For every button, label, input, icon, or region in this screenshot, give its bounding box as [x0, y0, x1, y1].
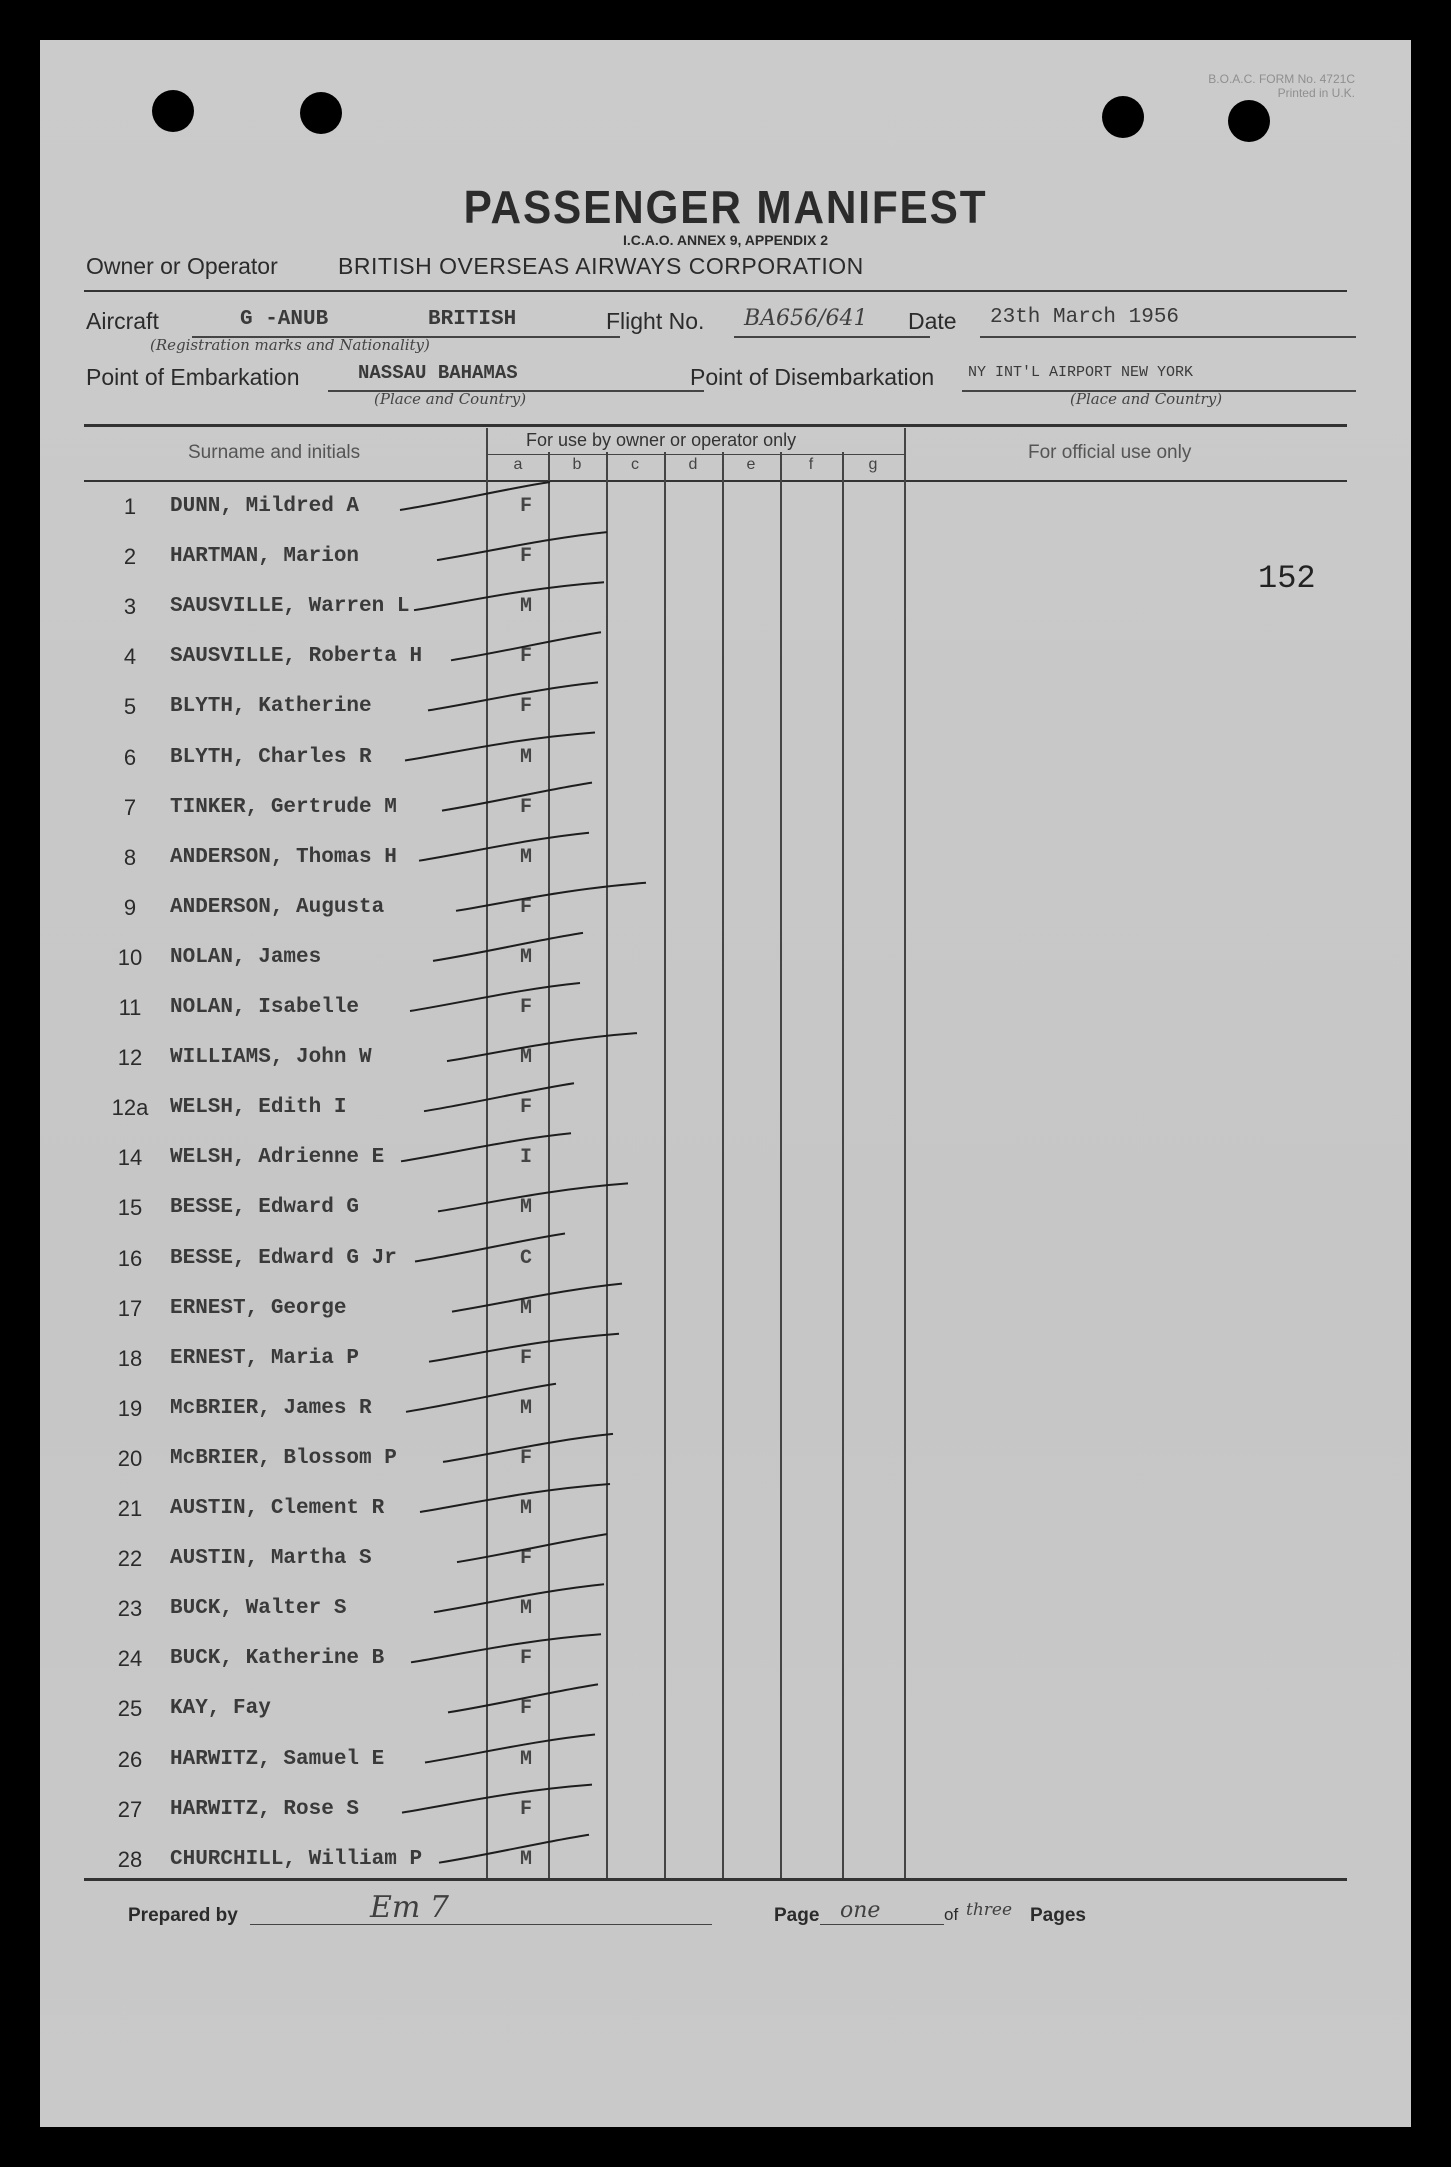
pen-tick-stroke: [433, 933, 583, 961]
owner-use-header: For use by owner or operator only: [526, 430, 797, 450]
pen-tick-stroke: [405, 733, 595, 761]
row-number: 9: [123, 895, 137, 920]
pen-tick-stroke: [452, 1284, 622, 1312]
passenger-name: ANDERSON, Thomas H: [170, 846, 397, 869]
passenger-name: ERNEST, George: [170, 1297, 347, 1320]
pen-tick-stroke: [437, 532, 607, 560]
row-number: 3: [123, 594, 137, 619]
pen-tick-stroke: [442, 783, 592, 811]
row-number: 12: [117, 1045, 143, 1070]
passenger-sex: F: [519, 1798, 532, 1821]
row-number: 7: [123, 795, 137, 820]
page-label: Page: [774, 1905, 820, 1926]
pen-tick-stroke: [401, 1133, 571, 1161]
passenger-sex: F: [519, 1447, 532, 1470]
pen-tick-marks: [40, 40, 1411, 2127]
row-number: 27: [117, 1797, 143, 1822]
pen-tick-stroke: [411, 1634, 601, 1662]
owner-label: Owner or Operator: [86, 253, 278, 279]
passenger-name: SAUSVILLE, Warren L: [170, 595, 410, 618]
pen-tick-stroke: [448, 1684, 598, 1712]
pen-tick-stroke: [429, 1334, 619, 1362]
passenger-sex: M: [519, 1297, 532, 1320]
column-header: d: [688, 456, 698, 473]
row-number: 14: [117, 1145, 143, 1170]
row-number: 16: [117, 1246, 143, 1271]
passenger-sex: M: [519, 595, 532, 618]
passenger-name: TINKER, Gertrude M: [170, 796, 397, 819]
passenger-name: AUSTIN, Martha S: [170, 1547, 372, 1570]
passenger-sex: F: [519, 796, 532, 819]
row-number: 25: [117, 1696, 143, 1721]
pen-tick-stroke: [428, 682, 598, 710]
passenger-name: BLYTH, Katherine: [170, 695, 372, 718]
row-number: 10: [117, 945, 143, 970]
aircraft-nationality: BRITISH: [428, 308, 517, 331]
passenger-name: NOLAN, Isabelle: [170, 996, 360, 1019]
passenger-sex: I: [519, 1146, 532, 1169]
pen-tick-stroke: [414, 582, 604, 610]
passenger-name: WILLIAMS, John W: [170, 1046, 372, 1069]
passenger-sex: M: [519, 846, 532, 869]
pen-tick-stroke: [402, 1785, 592, 1813]
passenger-sex: M: [519, 946, 532, 969]
pen-tick-stroke: [420, 1484, 610, 1512]
pen-tick-stroke: [415, 1234, 565, 1262]
surname-header: Surname and initials: [188, 442, 361, 463]
prepared-by-label: Prepared by: [128, 1905, 238, 1926]
pen-tick-stroke: [419, 833, 589, 861]
passenger-sex: M: [519, 1397, 532, 1420]
date-value: 23th March 1956: [990, 306, 1180, 329]
aircraft-label: Aircraft: [86, 308, 159, 334]
row-number: 28: [117, 1847, 143, 1872]
passenger-name: DUNN, Mildred A: [170, 495, 360, 518]
passenger-name: McBRIER, James R: [170, 1397, 372, 1420]
pen-tick-stroke: [456, 883, 646, 911]
passenger-sex: F: [519, 495, 532, 518]
passenger-name: BESSE, Edward G: [170, 1196, 360, 1219]
passenger-sex: F: [519, 545, 532, 568]
column-header: f: [808, 456, 814, 473]
row-number: 12a: [111, 1095, 149, 1120]
passenger-name: BLYTH, Charles R: [170, 746, 372, 769]
passenger-name: BESSE, Edward G Jr: [170, 1247, 397, 1270]
prepared-by-signature: Em 7: [370, 1890, 449, 1925]
pen-tick-stroke: [451, 632, 601, 660]
pen-tick-stroke: [406, 1384, 556, 1412]
passenger-name: HARWITZ, Samuel E: [170, 1748, 385, 1771]
passenger-name: WELSH, Adrienne E: [170, 1146, 385, 1169]
passenger-sex: F: [519, 1347, 532, 1370]
passenger-name: WELSH, Edith I: [170, 1096, 347, 1119]
row-number: 18: [117, 1346, 143, 1371]
manifest-page: [40, 40, 1411, 2127]
row-number: 23: [117, 1596, 143, 1621]
row-number: 1: [123, 494, 137, 519]
disembarkation-caption: (Place and Country): [1070, 390, 1223, 408]
passenger-sex: M: [519, 746, 532, 769]
passenger-sex: M: [519, 1046, 532, 1069]
page-subtitle: I.C.A.O. ANNEX 9, APPENDIX 2: [622, 232, 829, 248]
embarkation-label: Point of Embarkation: [86, 364, 300, 390]
passenger-sex: F: [519, 645, 532, 668]
pen-tick-stroke: [424, 1083, 574, 1111]
row-number: 5: [123, 694, 137, 719]
passenger-sex: F: [519, 1547, 532, 1570]
disembarkation-value: NY INT'L AIRPORT NEW YORK: [968, 364, 1194, 381]
pen-tick-stroke: [438, 1183, 628, 1211]
row-number: 26: [117, 1747, 143, 1772]
pen-tick-stroke: [400, 482, 550, 510]
flight-label: Flight No.: [606, 308, 705, 334]
pages-label: Pages: [1030, 1905, 1086, 1926]
flight-value: BA656/641: [744, 306, 868, 331]
page-total: three: [966, 1900, 1013, 1920]
passenger-name: KAY, Fay: [170, 1697, 271, 1720]
row-number: 19: [117, 1396, 143, 1421]
page-number: one: [840, 1898, 881, 1923]
passenger-sex: C: [519, 1247, 532, 1270]
column-header: g: [868, 456, 878, 473]
passenger-name: NOLAN, James: [170, 946, 322, 969]
embarkation-caption: (Place and Country): [374, 390, 527, 408]
passenger-sex: F: [519, 896, 532, 919]
row-number: 6: [123, 745, 137, 770]
passenger-sex: F: [519, 695, 532, 718]
of-label: of: [944, 1905, 959, 1924]
passenger-name: ANDERSON, Augusta: [170, 896, 385, 919]
row-number: 4: [123, 644, 137, 669]
form-code-line: B.O.A.C. FORM No. 4721C: [1208, 72, 1355, 86]
row-number: 22: [117, 1546, 143, 1571]
row-number: 21: [117, 1496, 143, 1521]
row-number: 2: [123, 544, 137, 569]
column-header: a: [513, 456, 523, 473]
form-code-line: Printed in U.K.: [1277, 86, 1355, 100]
aircraft-caption: (Registration marks and Nationality): [150, 336, 430, 354]
owner-value: BRITISH OVERSEAS AIRWAYS CORPORATION: [338, 253, 864, 279]
passenger-name: AUSTIN, Clement R: [170, 1497, 385, 1520]
row-number: 20: [117, 1446, 143, 1471]
passenger-name: BUCK, Walter S: [170, 1597, 347, 1620]
passenger-sex: F: [519, 1697, 532, 1720]
row-number: 17: [117, 1296, 143, 1321]
pen-tick-stroke: [425, 1735, 595, 1763]
passenger-name: McBRIER, Blossom P: [170, 1447, 397, 1470]
passenger-sex: F: [519, 1647, 532, 1670]
column-header: c: [631, 456, 639, 473]
embarkation-value: NASSAU BAHAMAS: [358, 362, 518, 384]
passenger-sex: F: [519, 1096, 532, 1119]
row-number: 15: [117, 1195, 143, 1220]
passenger-name: HARWITZ, Rose S: [170, 1798, 360, 1821]
passenger-name: SAUSVILLE, Roberta H: [170, 645, 423, 668]
passenger-sex: M: [519, 1497, 532, 1520]
column-header: b: [572, 456, 582, 473]
passenger-sex: M: [519, 1597, 532, 1620]
pen-tick-stroke: [443, 1434, 613, 1462]
column-header: e: [746, 456, 756, 473]
pen-tick-stroke: [447, 1033, 637, 1061]
pen-tick-stroke: [457, 1534, 607, 1562]
passenger-sex: M: [519, 1196, 532, 1219]
row-number: 8: [123, 845, 137, 870]
passenger-sex: M: [519, 1748, 532, 1771]
passenger-sex: M: [519, 1848, 532, 1871]
pen-tick-stroke: [410, 983, 580, 1011]
page-title: PASSENGER MANIFEST: [463, 181, 988, 233]
passenger-name: BUCK, Katherine B: [170, 1647, 385, 1670]
passenger-name: CHURCHILL, William P: [170, 1848, 423, 1871]
pen-tick-stroke: [439, 1835, 589, 1863]
passenger-name: ERNEST, Maria P: [170, 1347, 360, 1370]
passenger-name: HARTMAN, Marion: [170, 545, 360, 568]
aircraft-registration: G -ANUB: [240, 308, 329, 331]
passenger-sex: F: [519, 996, 532, 1019]
disembarkation-label: Point of Disembarkation: [690, 364, 935, 390]
pen-tick-stroke: [434, 1584, 604, 1612]
row-number: 24: [117, 1646, 143, 1671]
row-number: 11: [118, 995, 142, 1020]
official-count: 152: [1258, 560, 1316, 597]
official-use-header: For official use only: [1028, 442, 1192, 463]
date-label: Date: [908, 308, 957, 334]
